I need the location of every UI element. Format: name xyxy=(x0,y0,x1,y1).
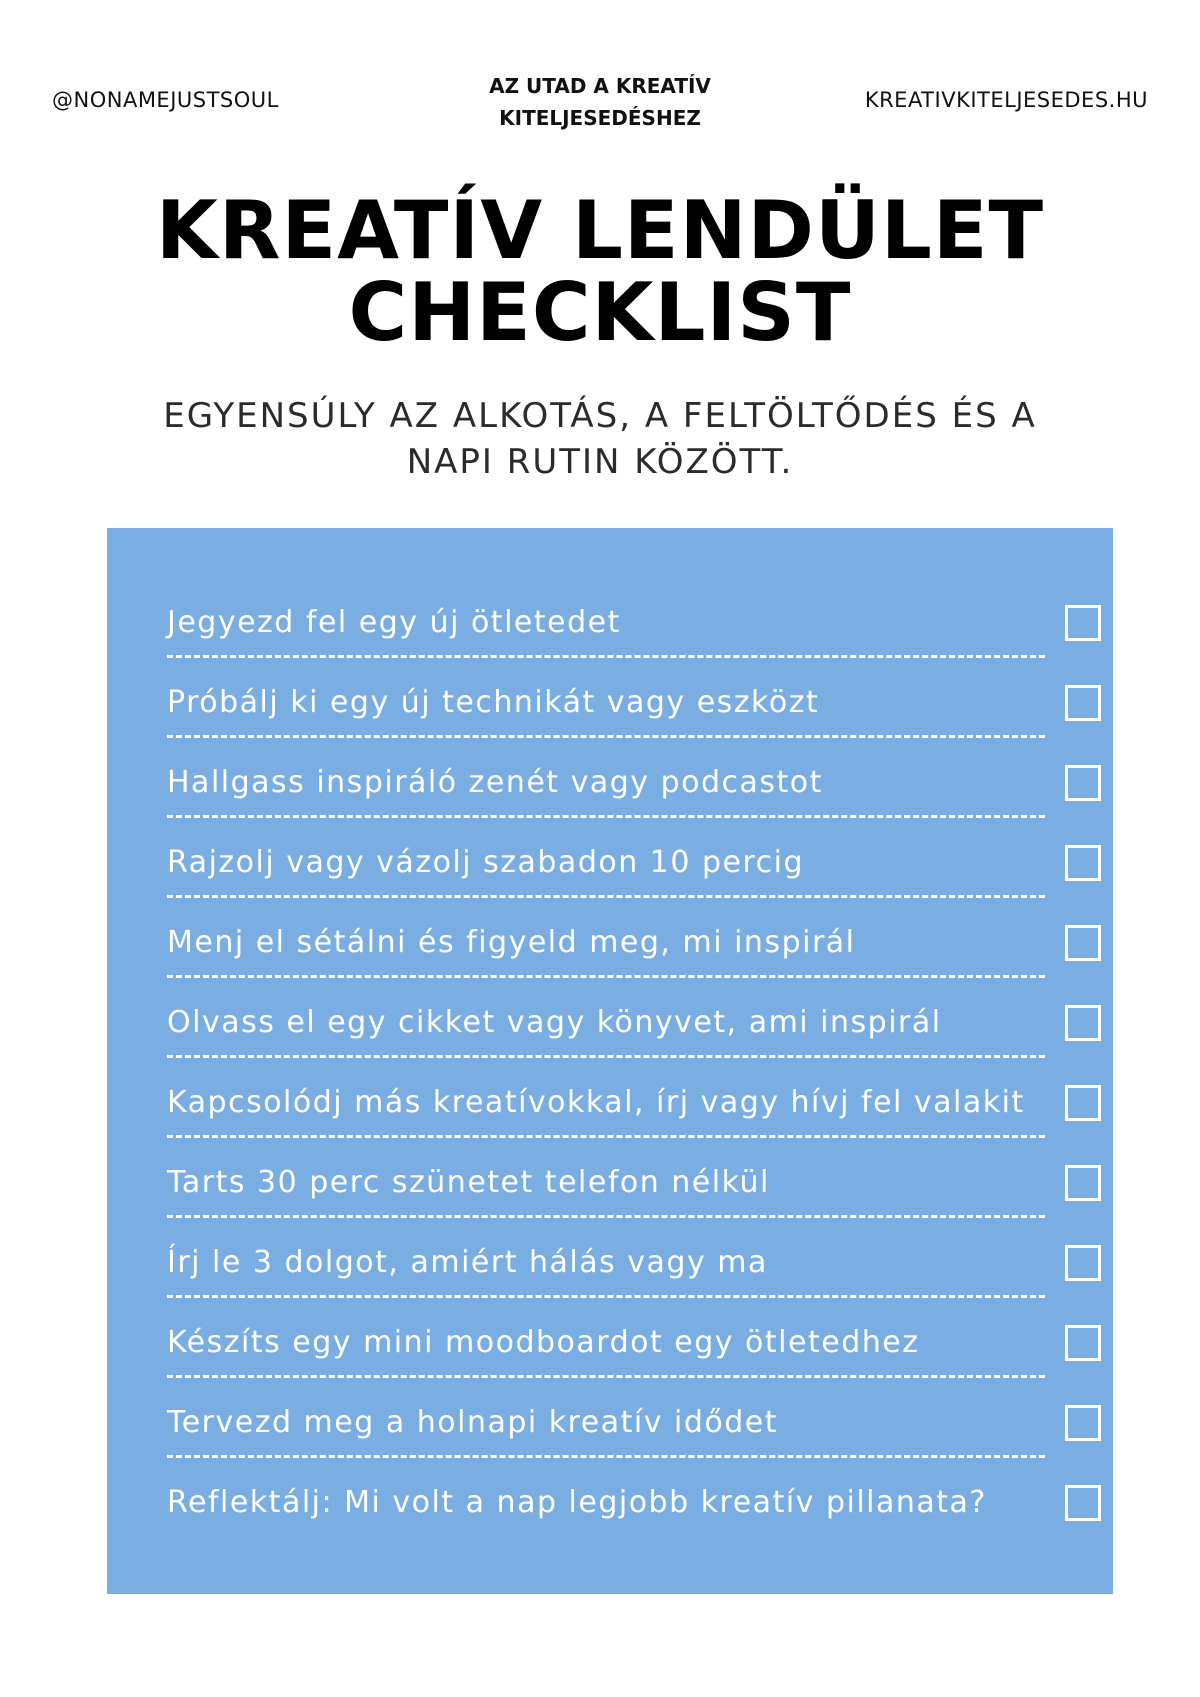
checklist-item xyxy=(167,1165,1047,1245)
dashed-divider xyxy=(167,815,1045,818)
checklist-item-label: Olvass el egy cikket vagy könyvet, ami inspirál xyxy=(167,1005,942,1040)
checklist-item-label: Rajzolj vagy vázolj szabadon 10 percig xyxy=(167,845,805,880)
tagline: AZ UTAD A KREATÍV KITELJESEDÉSHEZ xyxy=(489,74,711,130)
checklist-checkbox[interactable] xyxy=(1065,1005,1101,1041)
page-title xyxy=(0,184,1200,359)
checklist-item xyxy=(167,845,1047,925)
page-title-line-2: CHECKLIST xyxy=(348,266,852,359)
handle-text: @NONAMEJUSTSOUL xyxy=(52,88,279,112)
checklist-item-label: Jegyezd fel egy új ötletedet xyxy=(167,605,621,640)
checklist-item-label: Hallgass inspiráló zenét vagy podcastot xyxy=(167,765,823,800)
checklist-checkbox[interactable] xyxy=(1065,925,1101,961)
checklist-checkbox[interactable] xyxy=(1065,605,1101,641)
checklist-item xyxy=(167,1005,1047,1085)
checklist-item-label: Írj le 3 dolgot, amiért hálás vagy ma xyxy=(167,1245,768,1280)
checklist-checkbox[interactable] xyxy=(1065,1325,1101,1361)
dashed-divider xyxy=(167,1215,1045,1218)
page-subtitle xyxy=(100,393,1100,485)
checklist-checkbox[interactable] xyxy=(1065,685,1101,721)
page-title-line-1: KREATÍV LENDÜLET xyxy=(155,184,1045,277)
checklist-item-label: Tervezd meg a holnapi kreatív idődet xyxy=(167,1405,779,1440)
checklist-item xyxy=(167,685,1047,765)
checklist-item xyxy=(167,1245,1047,1325)
checklist-item-label: Menj el sétálni és figyeld meg, mi inspirál xyxy=(167,925,856,960)
checklist-item xyxy=(167,1085,1047,1165)
dashed-divider xyxy=(167,1375,1045,1378)
dashed-divider xyxy=(167,895,1045,898)
dashed-divider xyxy=(167,1055,1045,1058)
checklist-checkbox[interactable] xyxy=(1065,1085,1101,1121)
dashed-divider xyxy=(167,975,1045,978)
checklist-panel xyxy=(107,528,1113,1594)
checklist-item xyxy=(167,1325,1047,1405)
dashed-divider xyxy=(167,735,1045,738)
dashed-divider xyxy=(167,1295,1045,1298)
checklist-item xyxy=(167,605,1047,685)
dashed-divider xyxy=(167,1455,1045,1458)
checklist-item-label: Próbálj ki egy új technikát vagy eszközt xyxy=(167,685,820,720)
checklist-item-label: Készíts egy mini moodboardot egy ötletedhez xyxy=(167,1325,920,1360)
checklist-item-label: Kapcsolódj más kreatívokkal, írj vagy hívj fel valakit xyxy=(167,1085,1025,1120)
checklist-item xyxy=(167,925,1047,1005)
checklist-checkbox[interactable] xyxy=(1065,765,1101,801)
page-subtitle-line-2: NAPI RUTIN KÖZÖTT. xyxy=(406,442,794,482)
page-subtitle-line-1: EGYENSÚLY AZ ALKOTÁS, A FELTÖLTŐDÉS ÉS A xyxy=(163,396,1037,436)
checklist-item-label: Reflektálj: Mi volt a nap legjobb kreatív pillanata? xyxy=(167,1485,987,1520)
checklist-checkbox[interactable] xyxy=(1065,1485,1101,1521)
checklist-checkbox[interactable] xyxy=(1065,1245,1101,1281)
dashed-divider xyxy=(167,1135,1045,1138)
checklist-checkbox[interactable] xyxy=(1065,845,1101,881)
dashed-divider xyxy=(167,655,1045,658)
checklist-item xyxy=(167,765,1047,845)
checklist-checkbox[interactable] xyxy=(1065,1165,1101,1201)
checklist-item xyxy=(167,1405,1047,1485)
checklist-checkbox[interactable] xyxy=(1065,1405,1101,1441)
checklist-item-label: Tarts 30 perc szünetet telefon nélkül xyxy=(167,1165,770,1200)
checklist-item xyxy=(167,1485,1047,1565)
website-text: KREATIVKITELJESEDES.HU xyxy=(864,88,1148,112)
